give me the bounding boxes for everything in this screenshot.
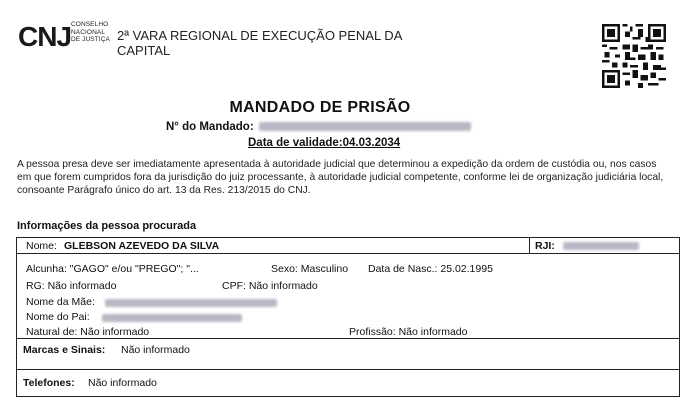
marcas-label: Marcas e Sinais:: [23, 344, 106, 356]
rg: RG: Não informado: [26, 280, 117, 292]
alcunha: Alcunha: "GAGO" e/ou "PREGO"; "...: [26, 263, 199, 275]
cpf: CPF: Não informado: [222, 280, 318, 292]
court-name-line1: 2ª VARA REGIONAL DE EXECUÇÃO PENAL DA: [117, 28, 403, 43]
redacted-mae: [105, 299, 277, 307]
mae-label: Nome da Mãe:: [26, 296, 95, 308]
mandado-label: N° do Mandado:: [166, 121, 254, 133]
name-label: Nome:: [26, 240, 57, 252]
mandado-number: [166, 121, 471, 133]
court-name-line2: CAPITAL: [117, 43, 171, 58]
profissao: Profissão: Não informado: [349, 326, 468, 338]
naturalidade: Natural de: Não informado: [26, 326, 150, 338]
details-block: [16, 253, 680, 339]
cnj-logo-caption: [71, 21, 110, 44]
logo-caption-line: NACIONAL: [71, 28, 106, 36]
logo-caption-line: DE JUSTIÇA: [71, 36, 110, 43]
redacted-mandado-number: [259, 122, 471, 131]
sexo: Sexo: Masculino: [271, 263, 349, 275]
marcas-row: [16, 338, 680, 370]
pai-label: Nome do Pai:: [26, 311, 90, 323]
data-nascimento: Data de Nasc.: 25.02.1995: [368, 263, 493, 275]
name-row: [16, 237, 680, 254]
logo-caption-line: CONSELHO: [71, 21, 109, 28]
name-value: GLEBSON AZEVEDO DA SILVA: [64, 240, 220, 252]
validity-label: Data de validade:: [248, 137, 343, 149]
section-title: Informações da pessoa procurada: [17, 220, 197, 232]
telefones-row: [16, 369, 680, 397]
document-title: MANDADO DE PRISÃO: [229, 99, 411, 116]
telefones-label: Telefones:: [23, 377, 75, 389]
validity-value: 04.03.2034: [342, 137, 401, 149]
marcas-value: Não informado: [121, 344, 190, 356]
rji-label: RJI:: [535, 240, 555, 252]
court-name: [117, 28, 417, 58]
cnj-logo-letters: CNJ: [18, 21, 72, 52]
telefones-value: Não informado: [88, 377, 157, 389]
validity-date: [248, 137, 400, 149]
redacted-rji: [563, 242, 639, 250]
intro-paragraph: A pessoa presa deve ser imediatamente apresentada à autoridade judicial que determinou a expedição da ordem de custódia ou, nos casos em que forem cumpridos fora da jurisdição do juiz processante, à autoridade judicial competente, conforme lei de organização judiciária local, consoante Parágrafo único do art. 13 da Res. 213/2015 do CNJ.: [17, 159, 664, 197]
redacted-pai: [102, 314, 242, 322]
row-divider: [529, 238, 530, 253]
qr-code-icon: [602, 24, 666, 88]
